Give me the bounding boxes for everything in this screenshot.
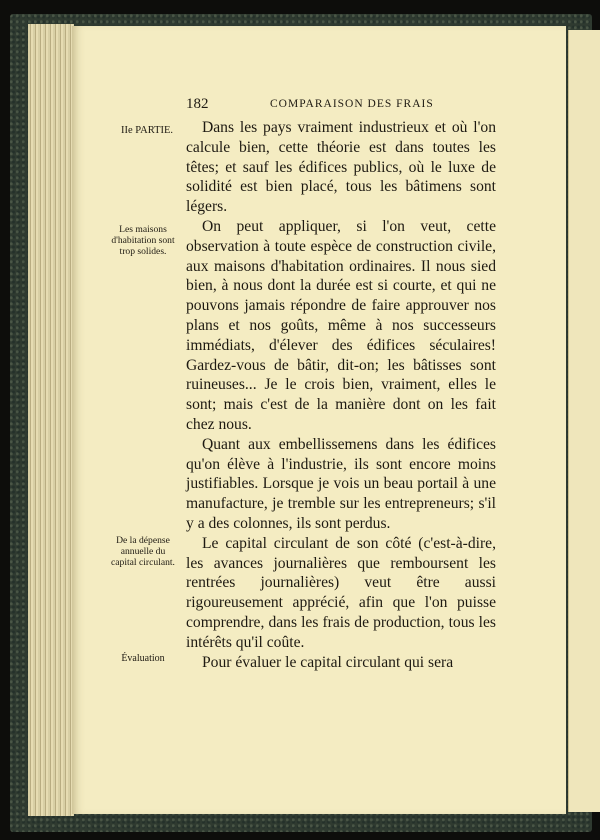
facing-page-edge bbox=[568, 30, 600, 812]
margin-note-evaluation: Évaluation bbox=[121, 653, 165, 664]
page-edges bbox=[28, 24, 74, 816]
paragraph: On peut appliquer, si l'on veut, cette observation à toute espèce de construction civile, aux maisons d'habitation ordinaires. Il nous sied bien, à nous dont la durée est si courte, et qui ne pouvons jamais répondre de faire approuver nos plans et nos goûts, même à nos successeurs immédiats, d'élever des édifices séculaires! Gardez-vous de bâtir, dit-on; les bâtisses sont ruineuses... Je le crois bien, vraiment, elles le sont; mais c'est de la manière dont on les fait chez nous. bbox=[186, 217, 496, 433]
paragraph: Dans les pays vraiment industrieux et où l'on calcule bien, cette théorie est dans toutes les têtes; et sauf les édifices publics, où le luxe de solidité est bien placé, tous les bâtimens sont légers. bbox=[186, 119, 496, 216]
paragraph: Le capital circulant de son côté (c'est-à-dire, les avances journalières que remboursent les rentrées journalières) veut être aussi rigoureusement apprécié, afin que l'on puisse comprendre, dans les frais de production, tous les intérêts qu'il coûte. bbox=[186, 534, 496, 651]
margin-note-maisons: Les maisons d'habitation sont trop solides. bbox=[111, 224, 175, 257]
page-header bbox=[186, 96, 496, 116]
margin-note-depense: De la dépense annuelle du capital circulant. bbox=[111, 535, 175, 568]
margin-note-part: IIe PARTIE. bbox=[120, 125, 174, 136]
body-text bbox=[186, 118, 496, 672]
running-title: COMPARAISON DES FRAIS bbox=[270, 98, 434, 110]
paragraph: Quant aux embellissemens dans les édifices qu'on élève à l'industrie, ils sont encore moins justifiables. Lorsque je vois un beau portail à une manufacture, je tremble sur les entrepreneurs; s'il y a des colonnes, ils sont perdus. bbox=[186, 435, 496, 532]
paragraph: Pour évaluer le capital circulant qui sera bbox=[202, 653, 454, 671]
page-number: 182 bbox=[186, 96, 209, 112]
